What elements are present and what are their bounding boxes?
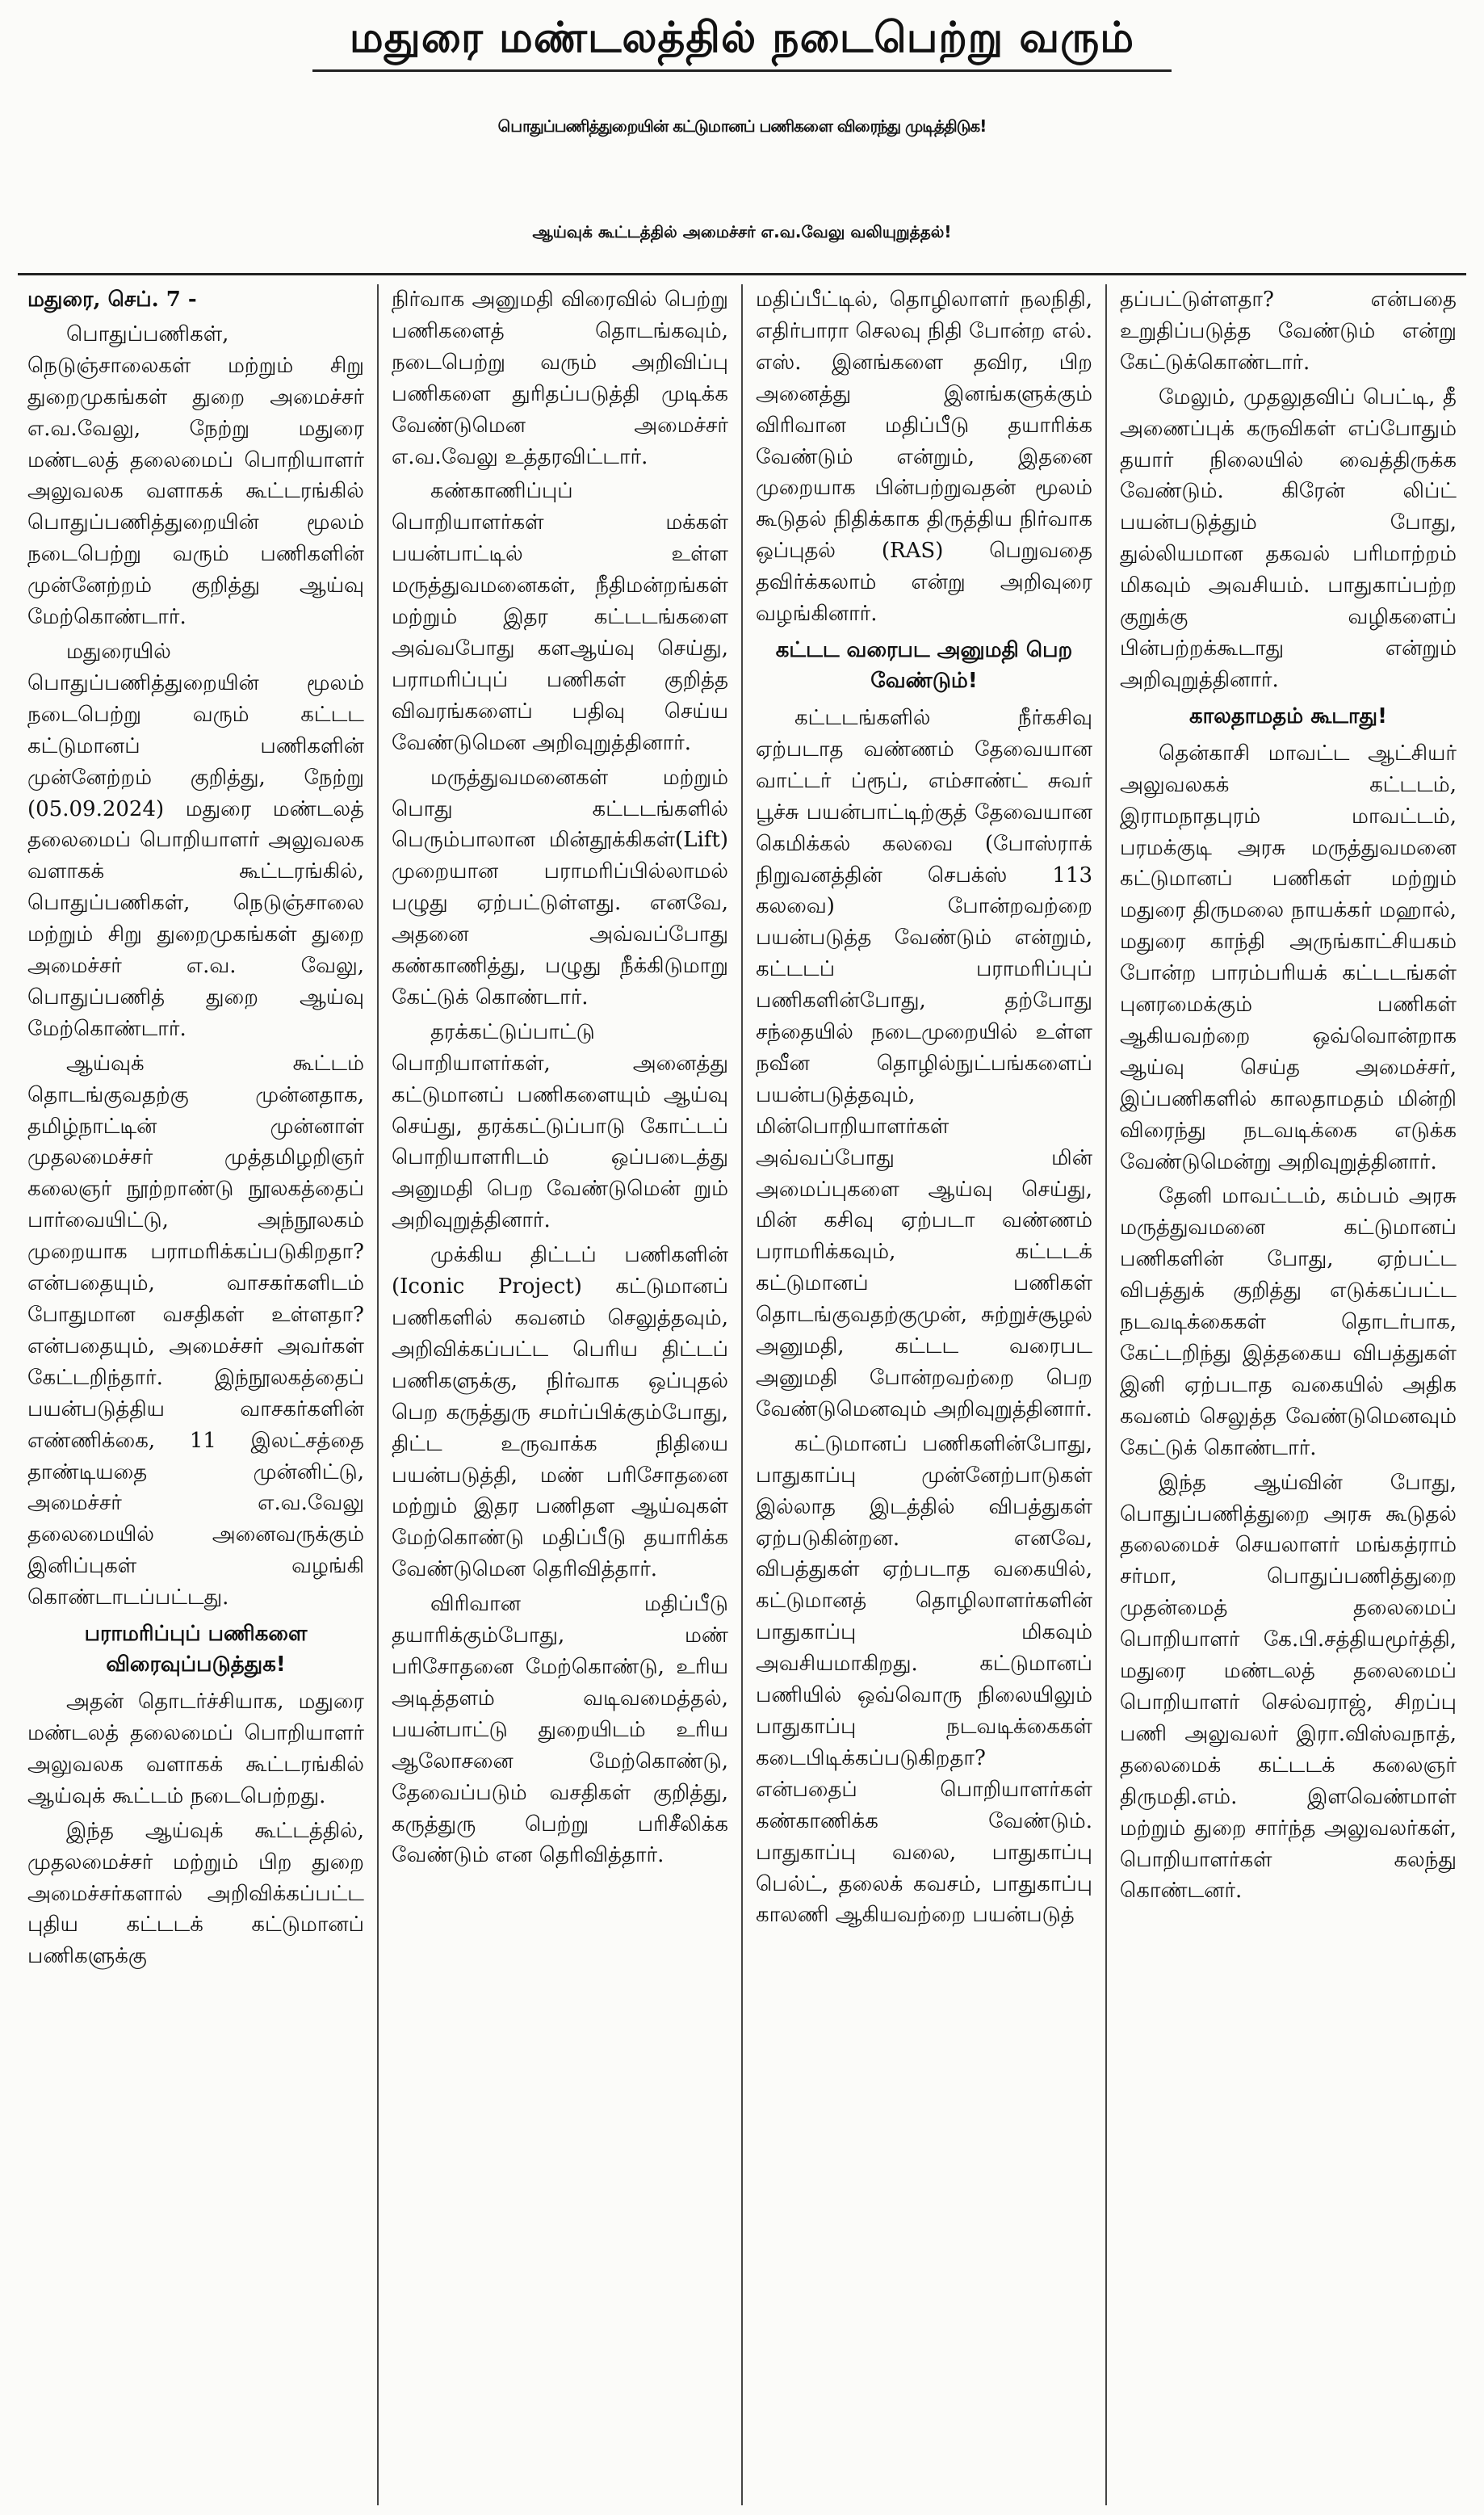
paragraph: தரக்கட்டுப்பாட்டு பொறியாளர்கள், அனைத்து கட்டுமானப் பணிகளையும் ஆய்வு செய்து, தரக்கட்டுப்பாடு கோட்டப் பொறியாளரிடம் ஒப்படைத்து அனுமதி பெற வேண்டுமென் றும் அறிவுறுத்தினார். xyxy=(392,1019,728,1233)
paragraph: கட்டுமானப் பணிகளின்போது, பாதுகாப்பு முன்னேற்பாடுகள் இல்லாத இடத்தில் விபத்துகள் ஏற்படுகின்றன. எனவே, விபத்துகள் ஏற்படாத வகையில், கட்டுமானத் தொழிலாளர்களின் பாதுகாப்பு மிகவும் அவசியமாகிறது. கட்டுமானப் பணியில் ஒவ்வொரு நிலையிலும் பாதுகாப்பு நடவடிக்கைகள் கடைபிடிக்கப்படுகிறதா? என்பதைப் பொறியாளர்கள் கண்காணிக்க வேண்டும். பாதுகாப்பு வலை, பாதுகாப்பு பெல்ட், தலைக் கவசம், பாதுகாப்பு காலணி ஆகியவற்றை பயன்படுத் xyxy=(756,1431,1092,1928)
kicker: மதுரை மண்டலத்தில் நடைபெற்று வரும் xyxy=(312,6,1172,72)
column-1 xyxy=(15,284,379,2505)
paragraph: நிர்வாக அனுமதி விரைவில் பெற்று பணிகளைத் தொடங்கவும், நடைபெற்று வரும் அறிவிப்பு பணிகளை துரிதப்படுத்தி முடிக்க வேண்டுமென அமைச்சர் எ.வ.வேலு உத்தரவிட்டார். xyxy=(392,288,728,469)
paragraph: பொதுப்பணிகள், நெடுஞ்சாலைகள் மற்றும் சிறு துறைமுகங்கள் துறை அமைச்சர் எ.வ.வேலு, நேற்று மதுரை மண்டலத் தலைமைப் பொறியாளர் அலுவலக வளாகக் கூட்டரங்கில் பொதுப்பணித்துறையின் மூலம் நடைபெற்று வரும் பணிகளின் முன்னேற்றம் குறித்து ஆய்வு மேற்கொண்டார். xyxy=(27,321,364,630)
paragraph: கண்காணிப்புப் பொறியாளர்கள் மக்கள் பயன்பாட்டில் உள்ள மருத்துவமனைகள், நீதிமன்றங்கள் மற்றும் இதர கட்டடங்களை அவ்வபோது களஆய்வு செய்து, பராமரிப்புப் பணிகள் குறித்த விவரங்களைப் பதிவு செய்ய வேண்டுமென அறிவுறுத்தினார். xyxy=(392,479,728,755)
kicker-wrapper xyxy=(0,6,1484,72)
paragraph: மதிப்பீட்டில், தொழிலாளர் நலநிதி, எதிர்பாரா செலவு நிதி போன்ற எல். எஸ். இனங்களை தவிர, பிற அனைத்து இனங்களுக்கும் விரிவான மதிப்பீடு தயாரிக்க வேண்டும் என்றும், இதனை முறையாக பின்பற்றுவதன் மூலம் கூடுதல் நிதிக்காக திருத்திய நிர்வாக ஒப்புதல் (RAS) பெறுவதை தவிர்க்கலாம் என்று அறிவுரை வழங்கினார். xyxy=(756,288,1092,627)
column-4 xyxy=(1107,284,1469,2505)
paragraph: மேலும், முதலுதவிப் பெட்டி, தீ அணைப்புக் கருவிகள் எப்போதும் தயார் நிலையில் வைத்திருக்க வேண்டும். கிரேன் லிப்ட் பயன்படுத்தும் போது, துல்லியமான தகவல் பரிமாற்றம் மிகவும் அவசியம். பாதுகாப்பற்ற குறுக்கு வழிகளைப் பின்பற்றக்கூடாது என்றும் அறிவுறுத்தினார். xyxy=(1120,384,1457,692)
paragraph: முக்கிய திட்டப் பணிகளின் (Iconic Project) கட்டுமானப் பணிகளில் கவனம் செலுத்தவும், அறிவிக்கப்பட்ட பெரிய திட்டப் பணிகளுக்கு, நிர்வாக ஒப்புதல் பெற கருத்துரு சமர்ப்பிக்கும்போது, திட்ட உருவாக்க நிதியை பயன்படுத்தி, மண் பரிசோதனை மற்றும் இதர பணிதள ஆய்வுகள் மேற்கொண்டு மதிப்பீடு தயாரிக்க வேண்டுமென தெரிவித்தார். xyxy=(392,1243,728,1582)
subheadline: ஆய்வுக் கூட்டத்தில் அமைச்சர் எ.வ.வேலு வலியுறுத்தல்! xyxy=(532,222,952,241)
paragraph: தென்காசி மாவட்ட ஆட்சியர் அலுவலகக் கட்டடம், இராமநாதபுரம் மாவட்டம், பரமக்குடி அரசு மருத்துவமனை கட்டுமானப் பணிகள் மற்றும் மதுரை திருமலை நாயக்கர் மஹால், மதுரை காந்தி அருங்காட்சியகம் போன்ற பாரம்பரியக் கட்டடங்கள் புனரமைக்கும் பணிகள் ஆகியவற்றை ஒவ்வொன்றாக ஆய்வு செய்த அமைச்சர், இப்பணிகளில் காலதாமதம் மின்றி விரைந்து நடவடிக்கை எடுக்க வேண்டுமென்று அறிவுறுத்தினார். xyxy=(1120,741,1457,1174)
paragraph: தேனி மாவட்டம், கம்பம் அரசு மருத்துவமனை கட்டுமானப் பணிகளின் போது, ஏற்பட்ட விபத்துக் குறித்து எடுக்கப்பட்ட நடவடிக்கைகள் தொடர்பாக, கேட்டறிந்து இத்தகைய விபத்துகள் இனி ஏற்படாத வகையில் அதிக கவனம் செலுத்த வேண்டுமெனவும் கேட்டுக் கொண்டார். xyxy=(1120,1184,1457,1460)
paragraph: இந்த ஆய்வின் போது, பொதுப்பணித்துறை அரசு கூடுதல் தலைமைச் செயலாளர் மங்கத்ராம் சர்மா, பொதுப்பணித்துறை முதன்மைத் தலைமைப் பொறியாளர் கே.பி.சத்தியமூர்த்தி, மதுரை மண்டலத் தலைமைப் பொறியாளர் செல்வராஜ், சிறப்பு பணி அலுவலர் இரா.விஸ்வநாத், தலைமைக் கட்டடக் கலைஞர் திருமதி.எம். இளவெண்மாள் மற்றும் துறை சார்ந்த அலுவலர்கள், பொறியாளர்கள் கலந்து கொண்டனர். xyxy=(1120,1470,1457,1904)
paragraph: விரிவான மதிப்பீடு தயாரிக்கும்போது, மண் பரிசோதனை மேற்கொண்டு, உரிய அடித்தளம் வடிவமைத்தல், பயன்பாட்டு துறையிடம் உரிய ஆலோசனை மேற்கொண்டு, தேவைப்படும் வசதிகள் குறித்து, கருத்துரு பெற்று பரிசீலிக்க வேண்டும் என தெரிவித்தார். xyxy=(392,1592,728,1868)
section-heading: கட்டட வரைபட அனுமதி பெற வேண்டும்! xyxy=(775,637,1073,693)
paragraph: மருத்துவமனைகள் மற்றும் பொது கட்டடங்களில் பெரும்பாலான மின்தூக்கிகள்(Lift) முறையான பராமரிப்பில்லாமல் பழுது ஏற்பட்டுள்ளது. எனவே, அதனை அவ்வப்போது கண்காணித்து, பழுது நீக்கிடுமாறு கேட்டுக் கொண்டார். xyxy=(392,765,728,1010)
paragraph: இந்த ஆய்வுக் கூட்டத்தில், முதலமைச்சர் மற்றும் பிற துறை அமைச்சர்களால் அறிவிக்கப்பட்ட புதிய கட்டடக் கட்டுமானப் பணிகளுக்கு xyxy=(27,1818,364,1969)
article-body xyxy=(15,284,1469,2505)
headline: பொதுப்பணித்துறையின் கட்டுமானப் பணிகளை விரைந்து முடித்திடுக! xyxy=(497,116,987,136)
paragraph: தப்பட்டுள்ளதா? என்பதை உறுதிப்படுத்த வேண்டும் என்று கேட்டுக்கொண்டார். xyxy=(1120,288,1457,375)
section-heading: பராமரிப்புப் பணிகளை விரைவுப்படுத்துக! xyxy=(84,1622,308,1677)
paragraph: அதன் தொடர்ச்சியாக, மதுரை மண்டலத் தலைமைப் பொறியாளர் அலுவலக வளாகக் கூட்டரங்கில் ஆய்வுக் கூட்டம் நடைபெற்றது. xyxy=(27,1690,364,1808)
column-2 xyxy=(379,284,743,2505)
column-3 xyxy=(743,284,1107,2505)
section-heading: காலதாமதம் கூடாது! xyxy=(1189,703,1387,728)
paragraph: ஆய்வுக் கூட்டம் தொடங்குவதற்கு முன்னதாக, தமிழ்நாட்டின் முன்னாள் முதலமைச்சர் முத்தமிழறிஞர் கலைஞர் நூற்றாண்டு நூலகத்தைப் பார்வையிட்டு, அந்நூலகம் முறையாக பராமரிக்கப்படுகிறதா? என்பதையும், வாசகர்களிடம் போதுமான வசதிகள் உள்ளதா? என்பதையும், அமைச்சர் அவர்கள் கேட்டறிந்தார். இந்நூலகத்தைப் பயன்படுத்திய வாசகர்களின் எண்ணிக்கை, 11 இலட்சத்தை தாண்டியதை முன்னிட்டு, அமைச்சர் எ.வ.வேலு தலைமையில் அனைவருக்கும் இனிப்புகள் வழங்கி கொண்டாடப்பட்டது. xyxy=(27,1051,364,1610)
paragraph: கட்டடங்களில் நீர்கசிவு ஏற்படாத வண்ணம் தேவையான வாட்டர் ப்ரூப், எம்சாண்ட் சுவர் பூச்சு பயன்பாட்டிற்குத் தேவையான கெமிக்கல் கலவை (போஸ்ராக் நிறுவனத்தின் செபக்ஸ் 113 கலவை) போன்றவற்றை பயன்படுத்த வேண்டும் என்றும், கட்டடப் பராமரிப்புப் பணிகளின்போது, தற்போது சந்தையில் நடைமுறையில் உள்ள நவீன தொழில்நுட்பங்களைப் பயன்படுத்தவும், மின்பொறியாளர்கள் அவ்வப்போது மின் அமைப்புகளை ஆய்வு செய்து, மின் கசிவு ஏற்படா வண்ணம் பராமரிக்கவும், கட்டடக் கட்டுமானப் பணிகள் தொடங்குவதற்குமுன், சுற்றுச்சூழல் அனுமதி, கட்டட வரைபட அனுமதி போன்றவற்றை பெற வேண்டுமெனவும் அறிவுறுத்தினார். xyxy=(756,705,1092,1421)
paragraph: மதுரையில் பொதுப்பணித்துறையின் மூலம் நடைபெற்று வரும் கட்டட கட்டுமானப் பணிகளின் முன்னேற்றம் குறித்து, நேற்று (05.09.2024) மதுரை மண்டலத் தலைமைப் பொறியாளர் அலுவலக வளாகக் கூட்டரங்கில், பொதுப்பணிகள், நெடுஞ்சாலை மற்றும் சிறு துறைமுகங்கள் துறை அமைச்சர் எ.வ. வேலு, பொதுப்பணித் துறை ஆய்வு மேற்கொண்டார். xyxy=(27,639,364,1041)
header-divider xyxy=(18,273,1466,275)
dateline: மதுரை, செப். 7 - xyxy=(27,288,197,312)
